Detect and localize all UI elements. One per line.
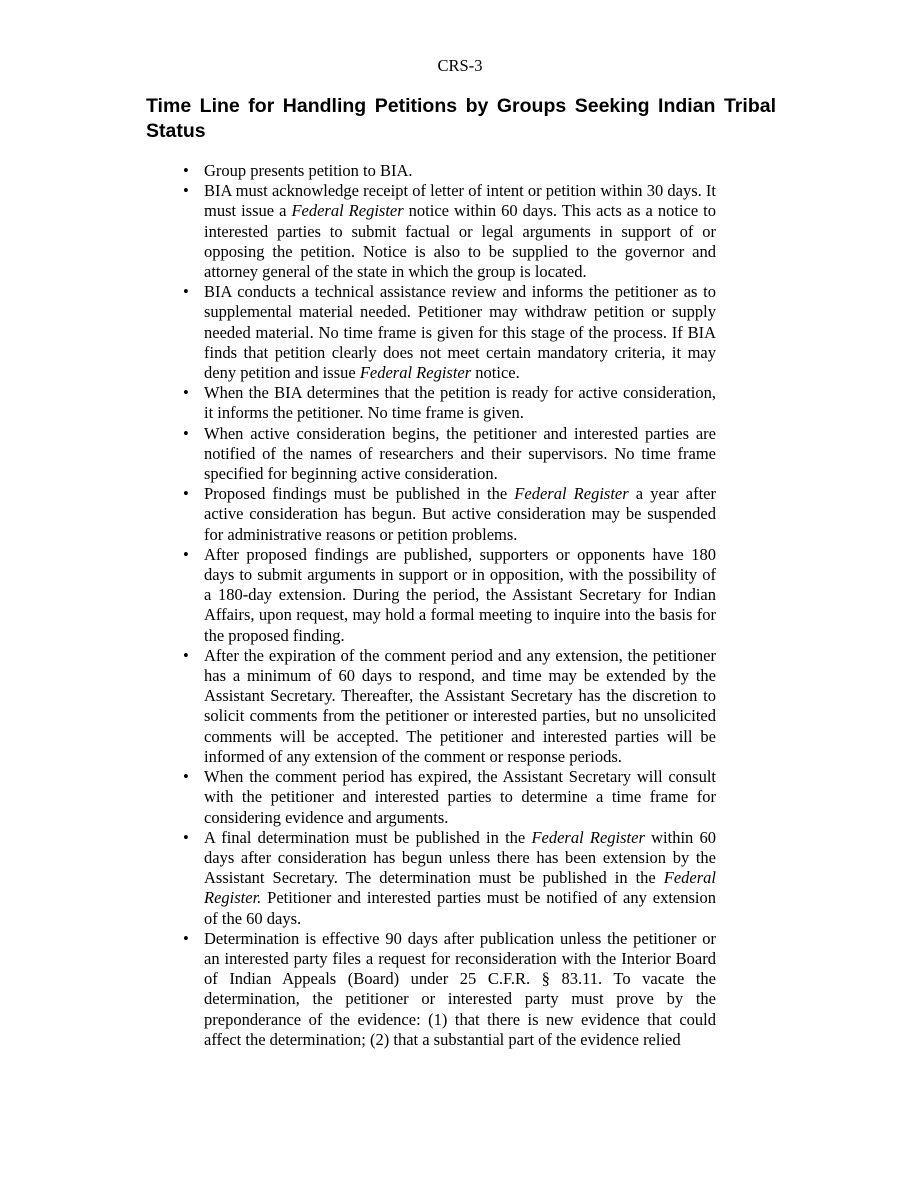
item-text: Proposed findings must be published in the: [204, 484, 515, 504]
timeline-item-effective-date: [204, 929, 716, 1050]
timeline-list: [204, 161, 716, 1050]
timeline-item-comment-period: [204, 545, 716, 646]
timeline-item-petition-presented: [204, 161, 716, 181]
section-title: Time Line for Handling Petitions by Groups Seeking Indian Tribal Status: [146, 95, 776, 142]
item-text: notice within 60 days. This acts as a notice to interested parties to submit factual or legal arguments in support of or opposing the petition. Notice is also to be supplied to the governor and attorney general of the state in which the group is located.: [204, 201, 716, 282]
timeline-item-active-consideration: [204, 424, 716, 485]
item-text: Determination is effective 90 days after publication unless the petitioner or an interested party files a request for reconsideration with the Interior Board of Indian Appeals (Board) under 25 C.F.R. § 83.11. To vacate the determination, the petitioner or interested party must prove by the preponderance of the evidence: (1) that there is new evidence that could affect the determination; (2) that a substantial part of the evidence relied: [204, 928, 716, 1049]
publication-title: Federal Register: [531, 827, 645, 847]
publication-title: Federal Register: [291, 201, 404, 221]
timeline-item-technical-review: [204, 282, 716, 383]
publication-title: Federal Register.: [204, 868, 716, 908]
item-text: When the comment period has expired, the Assistant Secretary will consult with the petitioner and interested parties to determine a time frame for considering evidence and arguments.: [204, 767, 716, 827]
item-text: When the BIA determines that the petition is ready for active consideration, it informs the petitioner. No time frame is given.: [204, 383, 716, 423]
item-text: Group presents petition to BIA.: [204, 161, 413, 180]
timeline-item-response-period: [204, 646, 716, 767]
item-text: After the expiration of the comment period and any extension, the petitioner has a minimum of 60 days to respond, and time may be extended by the Assistant Secretary. Thereafter, the Assistant Secretary has the discretion to solicit comments from the petitioner or interested parties, but no unsolicited comments will be accepted. The petitioner and interested parties will be informed of any extension of the comment or response periods.: [204, 645, 716, 766]
item-text: After proposed findings are published, supporters or opponents have 180 days to submit arguments in support or in opposition, with the possibility of a 180-day extension. During the period, the Assistant Secretary for Indian Affairs, upon request, may hold a formal meeting to inquire into the basis for the proposed finding.: [204, 544, 716, 645]
item-text: notice.: [471, 363, 520, 383]
item-text: When active consideration begins, the petitioner and interested parties are notified of the names of researchers and their supervisors. No time frame specified for beginning active consideration.: [204, 423, 716, 484]
item-text: A final determination must be published in the: [204, 827, 532, 847]
timeline-item-ready-for-consideration: [204, 383, 716, 423]
timeline-item-acknowledge-receipt: [204, 181, 716, 282]
item-text: BIA must acknowledge receipt of letter of intent or petition within 30 days. It must issue a: [204, 181, 716, 221]
publication-title: Federal Register: [514, 484, 629, 504]
timeline-item-final-determination: [204, 828, 716, 929]
publication-title: Federal Register: [359, 363, 472, 383]
item-text: Petitioner and interested parties must be notified of any extension of the 60 days.: [204, 888, 716, 928]
item-text: a year after active consideration has begun. But active consideration may be suspended for administrative reasons or petition problems.: [204, 484, 717, 544]
page-header: CRS-3: [437, 56, 483, 75]
timeline-item-proposed-findings: [204, 484, 716, 545]
timeline-item-consultation: [204, 767, 716, 828]
item-text: within 60 days after consideration has begun unless there has been extension by the Assistant Secretary. The determination must be published in the: [204, 827, 716, 888]
item-text: BIA conducts a technical assistance review and informs the petitioner as to supplemental material needed. Petitioner may withdraw petition or supply needed material. No time frame is given for this stage of the process. If BIA finds that petition clearly does not meet certain mandatory criteria, it may deny petition and issue: [204, 282, 716, 383]
